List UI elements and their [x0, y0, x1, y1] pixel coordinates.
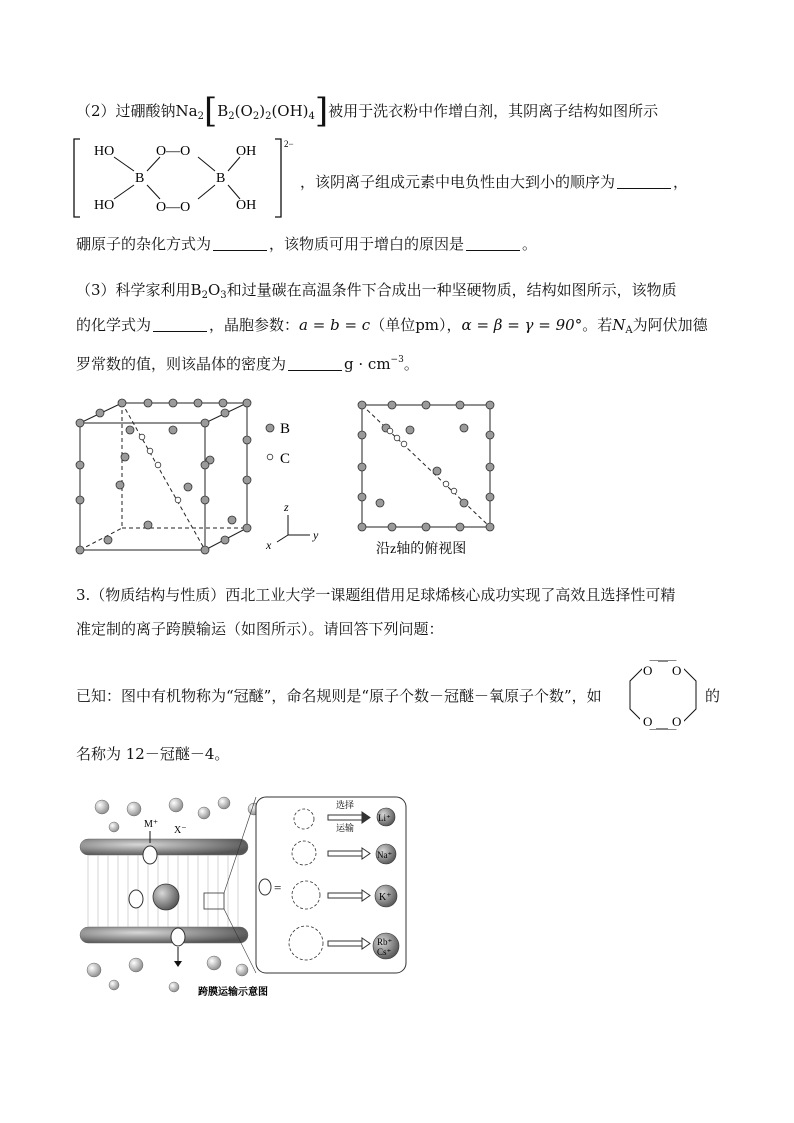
q4-known2: 名称为 12－冠醚－4。	[76, 745, 230, 763]
anion-structure	[70, 135, 300, 221]
answer-blank-2[interactable]	[213, 236, 267, 251]
top-view-caption: 沿z轴的俯视图	[376, 542, 467, 557]
svg-text:O: O	[672, 663, 682, 678]
membrane-transport-figure	[74, 795, 412, 1000]
q3-line1: （3）科学家利用$B_2O_3$和过量碳在高温条件下合成出一种坚硬物质，结构如图所示，该物质	[76, 281, 677, 301]
svg-text:O: O	[643, 714, 653, 729]
b-atom-1: B	[135, 171, 145, 186]
o-o-top: O—O	[156, 144, 191, 159]
fig-caption: 跨膜运输示意图	[198, 987, 268, 998]
q4-known-end: 的	[705, 687, 721, 705]
q4-title2: 准定制的离子跨膜输运（如图所示）。请回答下列问题：	[76, 620, 444, 638]
answer-blank-4[interactable]	[153, 317, 207, 332]
fig-select-label-1: 选择	[336, 801, 355, 811]
answer-blank-3[interactable]	[466, 236, 520, 251]
svg-text:O: O	[643, 663, 653, 678]
answer-blank-1[interactable]	[617, 174, 671, 189]
q4-known: 已知：图中有机物称为“冠醚”，命名规则是“原子个数－冠醚－氧原子个数”，如	[76, 687, 602, 705]
oh-bottom-right: OH	[236, 198, 257, 213]
axis-x: x	[266, 538, 272, 552]
b-atom-2: B	[216, 171, 226, 186]
q4-title: 3.（物质结构与性质）西北工业大学一课题组借用足球烯核心成功实现了高效且选择性可精	[76, 586, 676, 604]
axis-y: y	[313, 528, 319, 542]
q2-line1: （2）过硼酸钠$Na_2[B_2(O_2)_2(OH)_4]$被用于洗衣粉中作增白剂，其阴离子结构如图所示	[76, 91, 659, 131]
fig-ion-li: Li⁺	[378, 813, 391, 823]
crystal-cell-diagram	[70, 395, 500, 565]
svg-text:O: O	[672, 714, 682, 729]
q3-line3: 罗常数的值，则该晶体的密度为 $g \cdot cm^{-3}$。	[76, 355, 419, 373]
crown-ether-12-4	[622, 655, 704, 735]
legend-c: C	[280, 451, 291, 467]
oh-top-right: OH	[236, 144, 257, 159]
fig-ion-rb: Rb⁺	[377, 937, 393, 947]
axis-z: z	[284, 500, 289, 514]
q2-part-label: （2）过硼酸钠	[76, 102, 176, 120]
anion-charge: 2−	[284, 139, 294, 149]
q2-line2: ，该阴离子组成元素中电负性由大到小的顺序为 ，	[300, 173, 689, 191]
answer-blank-5[interactable]	[288, 356, 342, 371]
bracket-close: ]	[314, 91, 329, 131]
formula-na: Na	[175, 102, 198, 120]
q3-line2: 的化学式为 ，晶胞参数：a = b = c（单位pm），α = β = γ = 90°。若$N_A$为阿伏加德	[76, 316, 708, 336]
bracket-open: [	[204, 91, 218, 131]
fig-select-label-2: 运输	[336, 824, 355, 834]
fig-ion-cs: Cs⁺	[377, 947, 392, 957]
o-o-bottom: O—O	[156, 200, 191, 215]
fig-eq: =	[274, 880, 282, 895]
legend-b: B	[280, 421, 291, 437]
fig-x-label: X⁻	[174, 825, 187, 836]
q2-line3: 硼原子的杂化方式为 ，该物质可用于增白的原因是 。	[76, 235, 538, 253]
ho-bottom-left: HO	[94, 198, 115, 213]
fig-ion-k: K⁺	[379, 892, 392, 903]
ho-top-left: HO	[94, 144, 115, 159]
fig-ion-na: Na⁺	[377, 850, 393, 860]
fig-m-label: M⁺	[144, 819, 159, 830]
